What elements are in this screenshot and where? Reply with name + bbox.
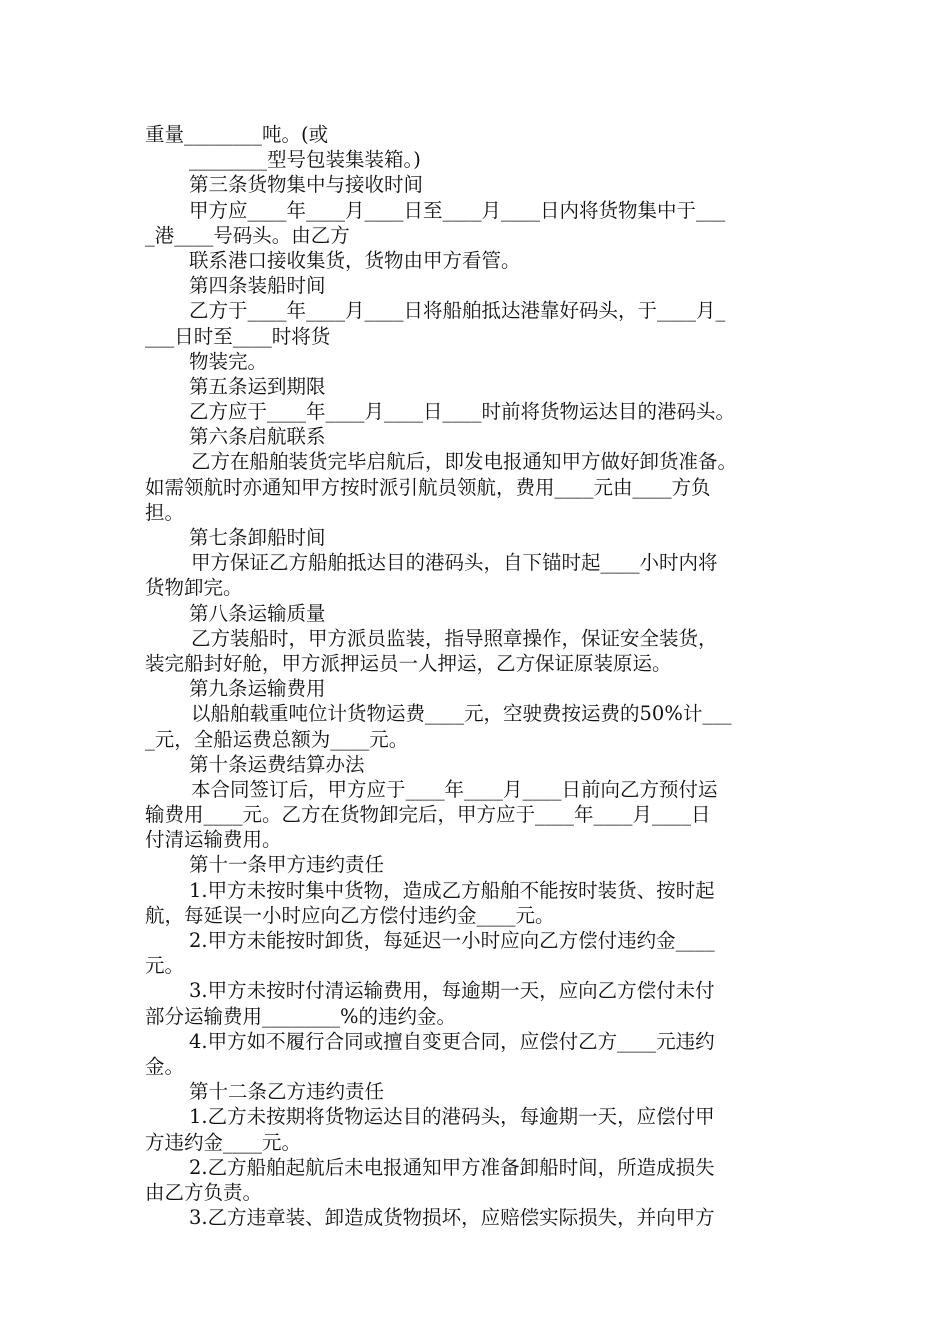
- document-line: 1.乙方未按期将货物运达目的港码头，每逾期一天，应偿付甲: [189, 1105, 715, 1129]
- document-line: ___日时至____时将货: [145, 324, 331, 348]
- document-line: 乙方应于____年____月____日____时前将货物运达目的港码头。: [189, 400, 736, 424]
- document-line: 航，每延误一小时应向乙方偿付违约金____元。: [145, 903, 555, 927]
- document-line: 2.甲方未能按时卸货，每延迟一小时应向乙方偿付违约金____: [189, 929, 715, 952]
- document-line: 第八条运输质量: [189, 601, 326, 625]
- document-line: _港____号码头。由乙方: [145, 223, 350, 247]
- document-line: 第六条启航联系: [189, 425, 326, 449]
- document-line: 乙方于____年____月____日将船舶抵达港靠好码头，于____月_: [189, 299, 726, 323]
- document-line: 付清运输费用。: [145, 828, 282, 852]
- document-line: 重量________吨。(或: [145, 123, 329, 146]
- document-line: 如需领航时亦通知甲方按时派引航员领航，费用____元由____方负: [145, 475, 711, 499]
- document-line: 第十条运费结算办法: [189, 752, 365, 776]
- document-line: 乙方装船时，甲方派员监装，指导照章操作，保证安全装货，: [191, 626, 718, 650]
- document-line: 担。: [145, 500, 185, 524]
- document-line: 第十一条甲方违约责任: [189, 853, 385, 877]
- document-line: 输费用____元。乙方在货物卸完后，甲方应于____年____月____日: [145, 803, 711, 827]
- document-line: 物装完。: [189, 349, 268, 373]
- document-line: 方违约金____元。: [145, 1130, 302, 1154]
- document-line: 乙方在船舶装货完毕启航后，即发电报通知甲方做好卸货准备。: [191, 450, 738, 474]
- document-line: 以船舶载重吨位计货物运费____元，空驶费按运费的50%计___: [191, 702, 732, 726]
- document-line: 部分运输费用________%的违约金。: [145, 1004, 457, 1028]
- document-line: 第七条卸船时间: [189, 526, 326, 549]
- document-line: 金。: [145, 1054, 185, 1078]
- document-body: [145, 122, 810, 1230]
- document-line: 第三条货物集中与接收时间: [189, 173, 424, 197]
- document-line: 由乙方负责。: [145, 1180, 263, 1204]
- document-line: 第四条装船时间: [189, 274, 326, 298]
- document-line: 本合同签订后，甲方应于____年____月____日前向乙方预付运: [191, 777, 718, 801]
- document-line: ________型号包装集装箱。): [189, 148, 421, 172]
- document-line: _元，全船运费总额为____元。: [145, 727, 409, 751]
- document-line: 3.乙方违章装、卸造成货物损坏，应赔偿实际损失，并向甲方: [189, 1206, 715, 1230]
- document-line: 4.甲方如不履行合同或擅自变更合同，应偿付乙方____元违约: [189, 1029, 715, 1053]
- document-line: 第十二条乙方违约责任: [189, 1080, 385, 1104]
- document-line: 3.甲方未按时付清运输费用，每逾期一天，应向乙方偿付未付: [189, 979, 715, 1003]
- document-line: 甲方保证乙方船舶抵达目的港码头，自下锚时起____小时内将: [191, 551, 718, 575]
- document-line: 第五条运到期限: [189, 374, 326, 398]
- document-line: 元。: [145, 954, 185, 978]
- document-line: 货物卸完。: [145, 576, 243, 600]
- document-line: 装完船封好舱，甲方派押运员一人押运，乙方保证原装原运。: [145, 651, 672, 675]
- document-line: 2.乙方船舶起航后未电报通知甲方准备卸船时间，所造成损失: [189, 1155, 715, 1179]
- document-line: 联系港口接收集货，货物由甲方看管。: [189, 248, 521, 272]
- document-line: 1.甲方未按时集中货物，造成乙方船舶不能按时装货、按时起: [189, 878, 715, 902]
- document-line: 第九条运输费用: [189, 677, 326, 701]
- document-line: 甲方应____年____月____日至____月____日内将货物集中于___: [189, 198, 726, 222]
